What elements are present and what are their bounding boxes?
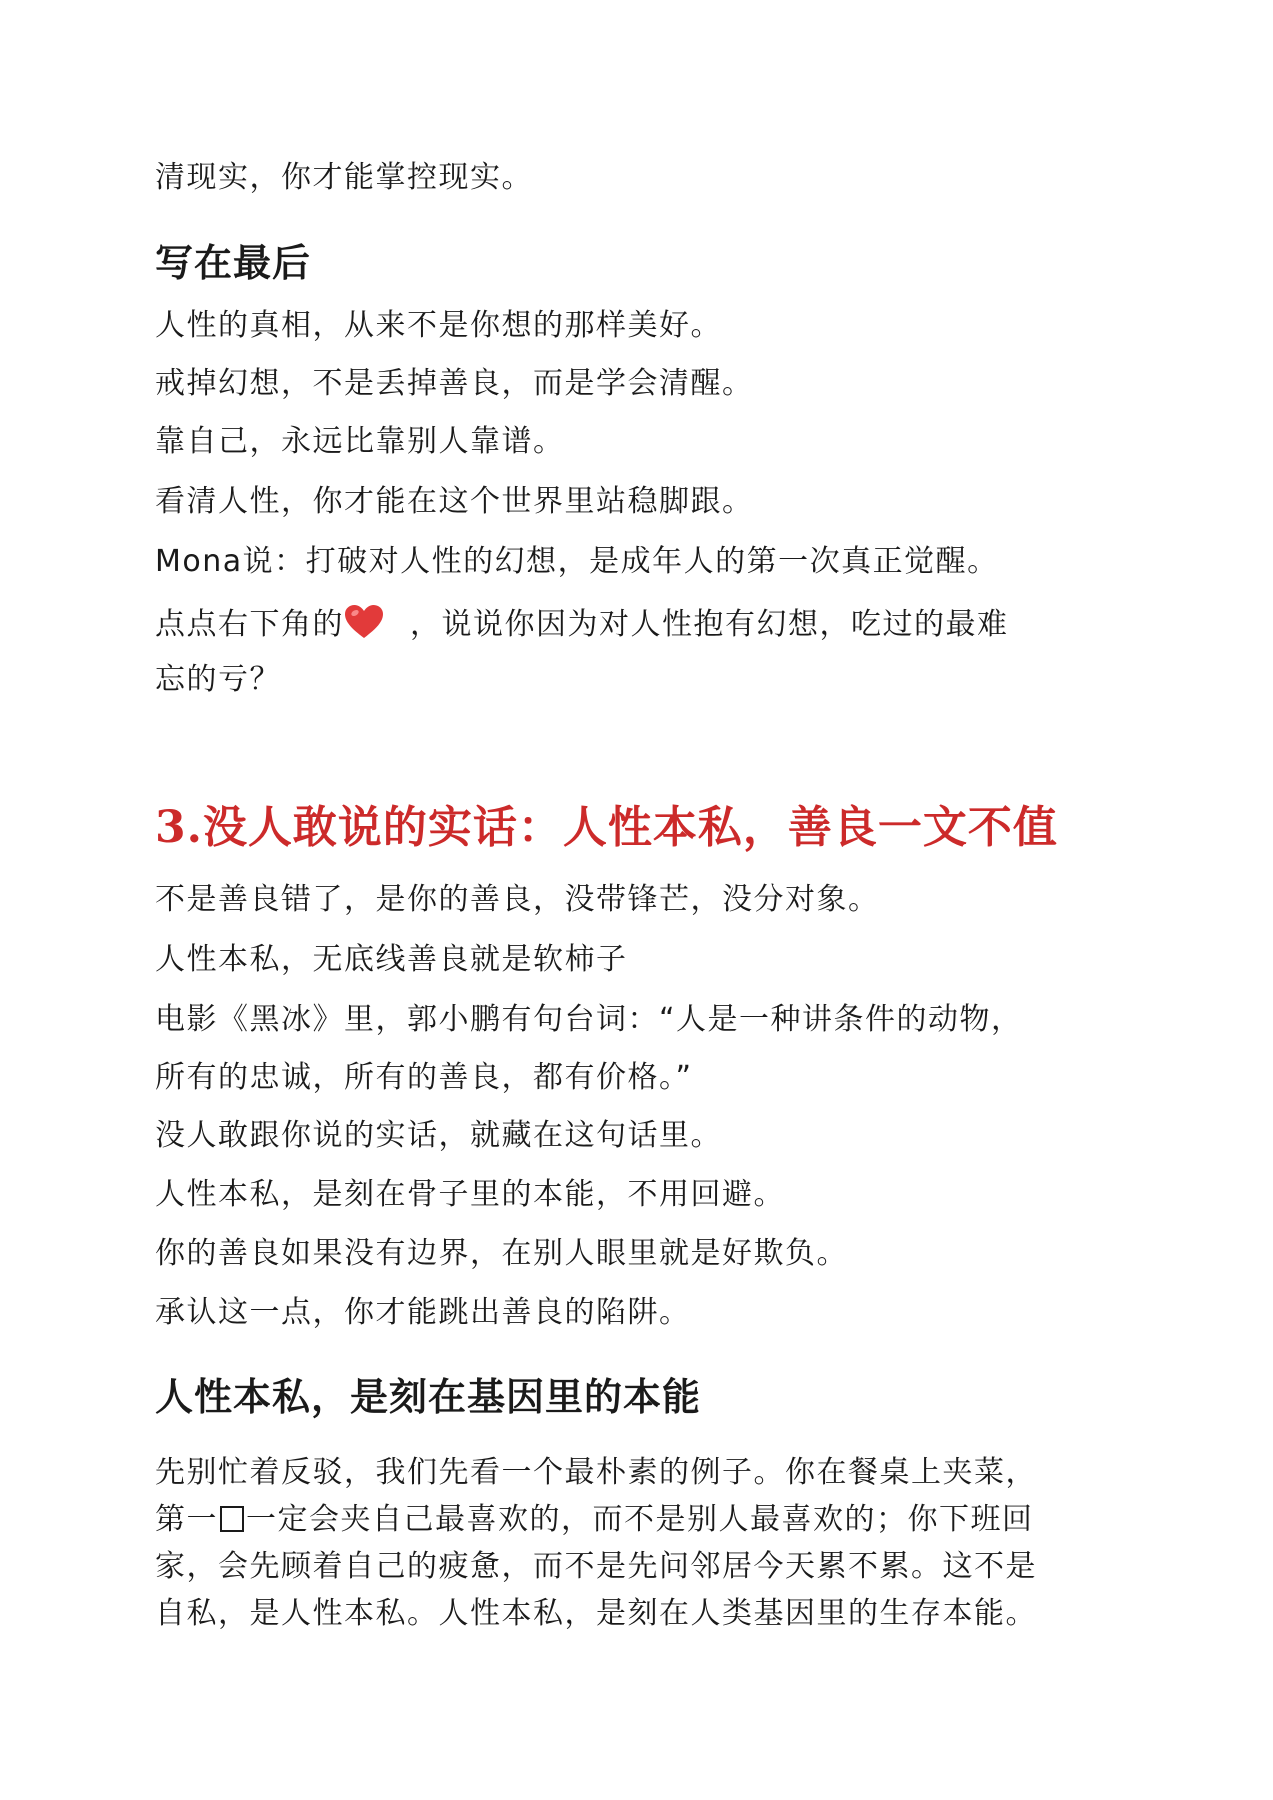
heart-icon — [344, 604, 384, 640]
closing-line-2: 戒掉幻想，不是丢掉善良，而是学会清醒。 — [155, 366, 754, 401]
s3-line-5: 没人敢跟你说的实话，就藏在这句话里。 — [155, 1118, 722, 1153]
cta-line — [155, 604, 1009, 645]
heading-closing: 写在最后 — [155, 241, 312, 285]
s3-line-4: 所有的忠诚，所有的善良，都有价格。” — [155, 1060, 693, 1095]
s3-line-1: 不是善良错了，是你的善良，没带锋芒，没分对象。 — [155, 882, 880, 917]
s3-line-7: 你的善良如果没有边界，在别人眼里就是好欺负。 — [155, 1236, 848, 1271]
carryover-line: 清现实，你才能掌控现实。 — [155, 160, 533, 195]
para-line-3: 家，会先顾着自己的疲惫，而不是先问邻居今天累不累。这不是 — [155, 1549, 1037, 1584]
subheading-selfish-nature: 人性本私，是刻在基因里的本能 — [155, 1375, 702, 1419]
closing-line-4: 看清人性，你才能在这个世界里站稳脚跟。 — [155, 484, 754, 519]
closing-line-3: 靠自己，永远比靠别人靠谱。 — [155, 424, 565, 459]
cta-text-after: ，说说你因为对人性抱有幻想，吃过的最难 — [410, 607, 1009, 642]
closing-line-1: 人性的真相，从来不是你想的那样美好。 — [155, 308, 722, 343]
para-line-1: 先别忙着反驳，我们先看一个最朴素的例子。你在餐桌上夹菜， — [155, 1455, 1037, 1490]
cta-text-before: 点点右下角的 — [155, 607, 344, 642]
para-line-2 — [155, 1500, 1034, 1540]
s3-line-6: 人性本私，是刻在骨子里的本能，不用回避。 — [155, 1177, 785, 1212]
s3-line-2: 人性本私，无底线善良就是软柿子 — [155, 942, 628, 977]
missing-glyph-box-icon — [220, 1506, 244, 1532]
s3-line-8: 承认这一点，你才能跳出善良的陷阱。 — [155, 1295, 691, 1330]
s3-line-3: 电影《黑冰》里，郭小鹏有句台词：“人是一种讲条件的动物， — [155, 1002, 1023, 1037]
para-line-2-before: 第一 — [155, 1502, 218, 1537]
closing-line-5: Mona说：打破对人性的幻想，是成年人的第一次真正觉醒。 — [155, 544, 999, 579]
para-line-2-after: 一定会夹自己最喜欢的，而不是别人最喜欢的；你下班回 — [246, 1502, 1034, 1537]
cta-line-2: 忘的亏？ — [155, 662, 281, 697]
para-line-4: 自私，是人性本私。人性本私，是刻在人类基因里的生存本能。 — [155, 1596, 1037, 1631]
section-3-title: 3.没人敢说的实话：人性本私，善良一文不值 — [155, 802, 1058, 853]
